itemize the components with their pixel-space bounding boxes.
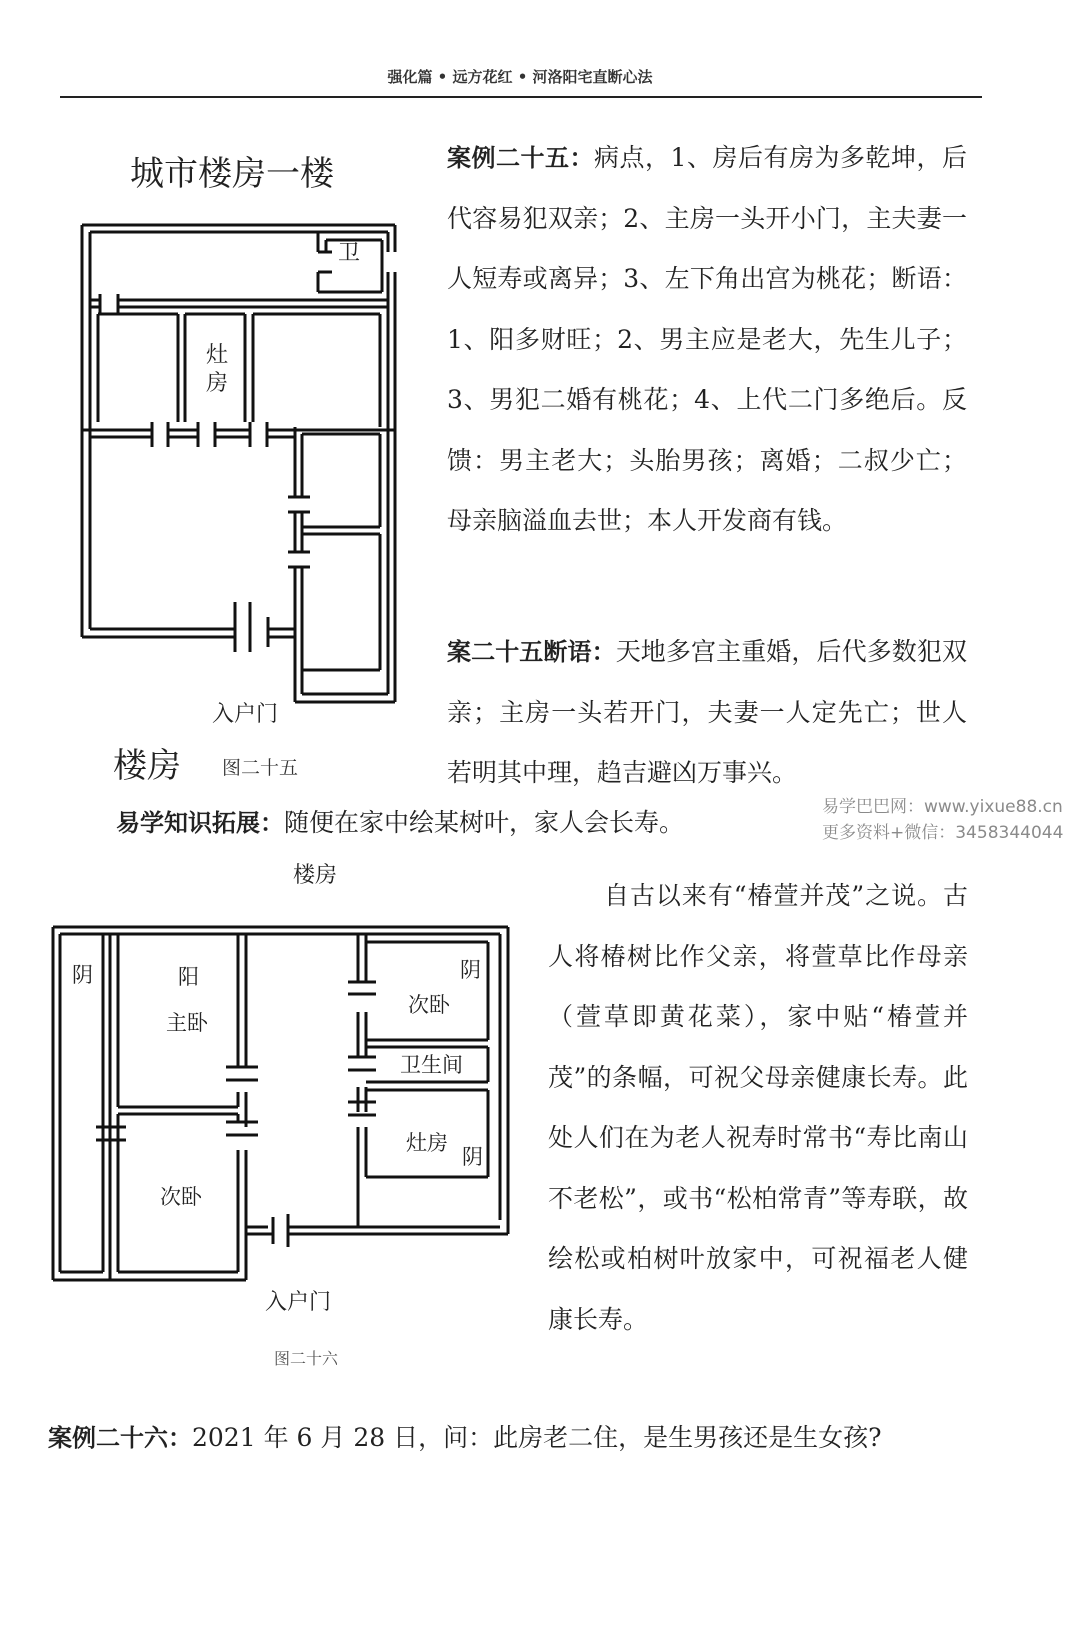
figure-25-caption: 图二十五 bbox=[222, 757, 299, 779]
watermark-line-2: 更多资料+微信：3458344044 bbox=[822, 823, 1064, 843]
case-25-paragraph bbox=[447, 128, 967, 552]
figure-26-title: 楼房 bbox=[293, 863, 338, 888]
figure-25-entrance-label: 入户门 bbox=[212, 702, 279, 727]
yin-top-right-label: 阴 bbox=[460, 958, 481, 982]
room-kitchen-label-1: 灶 bbox=[206, 343, 229, 368]
case-25-verdict-paragraph bbox=[447, 622, 967, 804]
case-25-body: 病点，1、房后有房为多乾坤，后代容易犯双亲；2、主房一头开小门，主夫妻一人短寿或离异；3、左下角出宫为桃花；断语：1、阳多财旺；2、男主应是老大，先生儿子；3、男犯二婚有桃花；4、上代二门多绝后。反馈：男主老大；头胎男孩；离婚；二叔少亡；母亲脑溢血去世；本人开发商有钱。 bbox=[447, 143, 967, 535]
case-25-verdict-body: 天地多宫主重婚，后代多数犯双亲；主房一头若开门，夫妻一人定先亡；世人若明其中理，趋吉避凶万事兴。 bbox=[447, 637, 967, 787]
knowledge-extension bbox=[116, 803, 816, 843]
knowledge-body: 随便在家中绘某树叶，家人会长寿。 bbox=[284, 808, 685, 837]
header-rule bbox=[60, 96, 982, 98]
room-toilet-label: 卫 bbox=[338, 241, 361, 266]
case-26-paragraph bbox=[48, 1418, 968, 1458]
knowledge-heading: 易学知识拓展： bbox=[116, 809, 284, 837]
door-symbols bbox=[100, 252, 332, 652]
case-25-verdict-heading: 案二十五断语： bbox=[447, 638, 616, 666]
figure-25-title: 城市楼房一楼 bbox=[130, 154, 334, 194]
second-bedroom-right-label: 次卧 bbox=[408, 993, 450, 1017]
floor-plan-walls bbox=[82, 225, 395, 702]
running-header: 强化篇 • 远方花红 • 河洛阳宅直断心法 bbox=[387, 68, 653, 86]
case-26-heading: 案例二十六： bbox=[48, 1424, 192, 1452]
figure-26-caption: 图二十六 bbox=[274, 1349, 339, 1368]
yin-left-label: 阴 bbox=[72, 963, 93, 987]
yang-label: 阳 bbox=[178, 965, 199, 989]
yin-bottom-right-label: 阴 bbox=[462, 1145, 483, 1169]
second-bedroom-left-label: 次卧 bbox=[160, 1185, 202, 1209]
case-25-heading: 案例二十五： bbox=[447, 144, 595, 172]
master-bedroom-label: 主卧 bbox=[166, 1011, 208, 1035]
case-26-body: 2021 年 6 月 28 日，问：此房老二住，是生男孩还是生女孩? bbox=[192, 1423, 882, 1452]
watermark-line-1: 易学巴巴网：www.yixue88.cn bbox=[822, 797, 1063, 817]
floor-plan-walls bbox=[53, 927, 508, 1280]
figure-26-entrance-label: 入户门 bbox=[265, 1290, 332, 1315]
essay-paragraph: 自古以来有“椿萱并茂”之说。古人将椿树比作父亲，将萱草比作母亲（萱草即黄花菜），家中贴“椿萱并茂”的条幅，可祝父母亲健康长寿。此处人们在为老人祝寿时常书“寿比南山不老松”，或书“松柏常青”等寿联，故绘松或柏树叶放家中，可祝福老人健康长寿。 bbox=[548, 881, 968, 1334]
bathroom-label: 卫生间 bbox=[400, 1053, 463, 1077]
figure-25-floor-plan bbox=[70, 222, 410, 712]
figure-26-floor-plan bbox=[48, 922, 518, 1292]
room-kitchen-label-2: 房 bbox=[206, 371, 229, 396]
kitchen-label: 灶房 bbox=[406, 1131, 448, 1155]
figure-25-caption-big: 楼房 bbox=[113, 746, 181, 786]
